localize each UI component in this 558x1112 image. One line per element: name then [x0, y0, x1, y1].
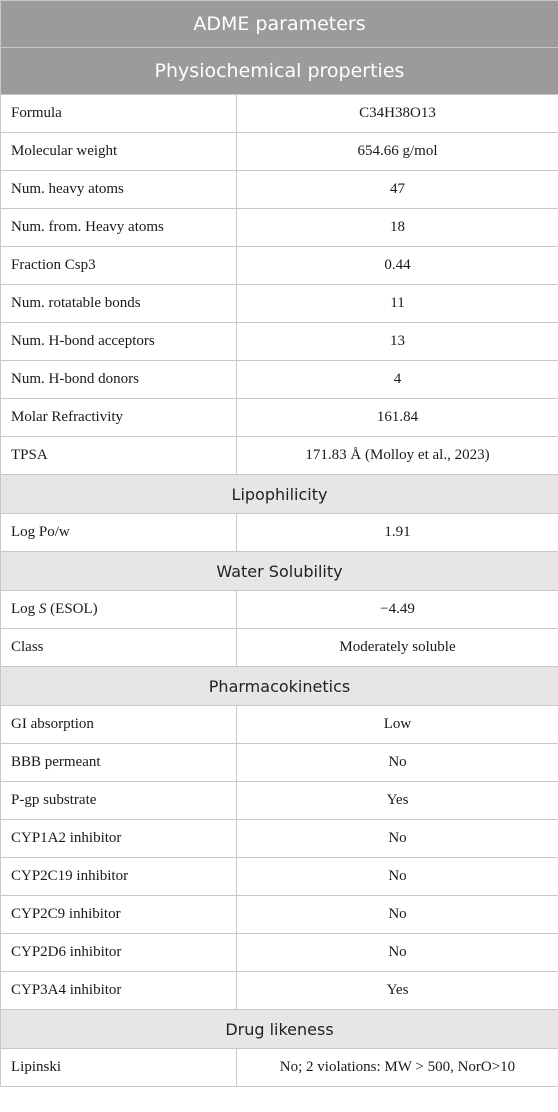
section-title-physiochemical: Physiochemical properties [1, 48, 558, 95]
row-value: 654.66 g/mol [237, 133, 558, 171]
row-label: Num. heavy atoms [1, 171, 237, 209]
row-label: Molar Refractivity [1, 399, 237, 437]
table-row [1, 361, 558, 399]
row-label [1, 591, 237, 629]
row-value: No [237, 896, 558, 934]
row-value: No [237, 820, 558, 858]
table-row [1, 437, 558, 475]
table-row [1, 209, 558, 247]
row-label: Num. rotatable bonds [1, 285, 237, 323]
row-value: Yes [237, 972, 558, 1010]
section-title-pharmacokinetics: Pharmacokinetics [1, 667, 558, 706]
row-label: Num. H-bond donors [1, 361, 237, 399]
section-title-lipophilicity: Lipophilicity [1, 475, 558, 514]
table-row [1, 896, 558, 934]
table-row [1, 706, 558, 744]
row-label: BBB permeant [1, 744, 237, 782]
section-header-row [1, 552, 558, 591]
row-label: Formula [1, 95, 237, 133]
section-title-water-solubility: Water Solubility [1, 552, 558, 591]
section-header-row [1, 667, 558, 706]
row-label-italic: S [38, 601, 47, 617]
table-row [1, 629, 558, 667]
row-value: 11 [237, 285, 558, 323]
row-label: Fraction Csp3 [1, 247, 237, 285]
row-label: CYP3A4 inhibitor [1, 972, 237, 1010]
table-row [1, 972, 558, 1010]
row-label: P-gp substrate [1, 782, 237, 820]
table-title: ADME parameters [1, 1, 558, 48]
table-row [1, 323, 558, 361]
row-label: Num. from. Heavy atoms [1, 209, 237, 247]
row-value: 13 [237, 323, 558, 361]
table-row [1, 820, 558, 858]
row-value: Low [237, 706, 558, 744]
table-row [1, 285, 558, 323]
table-row [1, 858, 558, 896]
table-row [1, 591, 558, 629]
row-value: No [237, 934, 558, 972]
table-row [1, 399, 558, 437]
row-value: C34H38O13 [237, 95, 558, 133]
row-value: 1.91 [237, 514, 558, 552]
table-row [1, 744, 558, 782]
section-header-row [1, 48, 558, 95]
row-label: Log Po/w [1, 514, 237, 552]
row-label: Class [1, 629, 237, 667]
table-row [1, 247, 558, 285]
row-value: 171.83 Å (Molloy et al., 2023) [237, 437, 558, 475]
table-title-row [1, 1, 558, 48]
row-value: No; 2 violations: MW > 500, NorO>10 [237, 1049, 558, 1087]
section-header-row [1, 1010, 558, 1049]
row-label: Num. H-bond acceptors [1, 323, 237, 361]
row-value: No [237, 744, 558, 782]
table-row [1, 1049, 558, 1087]
table-row [1, 934, 558, 972]
table-row [1, 133, 558, 171]
row-label: CYP2C9 inhibitor [1, 896, 237, 934]
row-label: TPSA [1, 437, 237, 475]
section-title-drug-likeness: Drug likeness [1, 1010, 558, 1049]
row-value: 4 [237, 361, 558, 399]
table-row [1, 171, 558, 209]
row-label: Molecular weight [1, 133, 237, 171]
row-value: −4.49 [237, 591, 558, 629]
row-value: Moderately soluble [237, 629, 558, 667]
row-label-suffix: (ESOL) [46, 601, 98, 617]
table-row [1, 95, 558, 133]
row-value: 0.44 [237, 247, 558, 285]
row-value: 161.84 [237, 399, 558, 437]
row-value: 47 [237, 171, 558, 209]
row-label: GI absorption [1, 706, 237, 744]
row-label-prefix: Log [11, 601, 39, 617]
row-label: CYP2D6 inhibitor [1, 934, 237, 972]
row-label: Lipinski [1, 1049, 237, 1087]
row-value: 18 [237, 209, 558, 247]
row-value: Yes [237, 782, 558, 820]
table-row [1, 514, 558, 552]
row-value: No [237, 858, 558, 896]
table-row [1, 782, 558, 820]
row-label: CYP2C19 inhibitor [1, 858, 237, 896]
section-header-row [1, 475, 558, 514]
row-label: CYP1A2 inhibitor [1, 820, 237, 858]
